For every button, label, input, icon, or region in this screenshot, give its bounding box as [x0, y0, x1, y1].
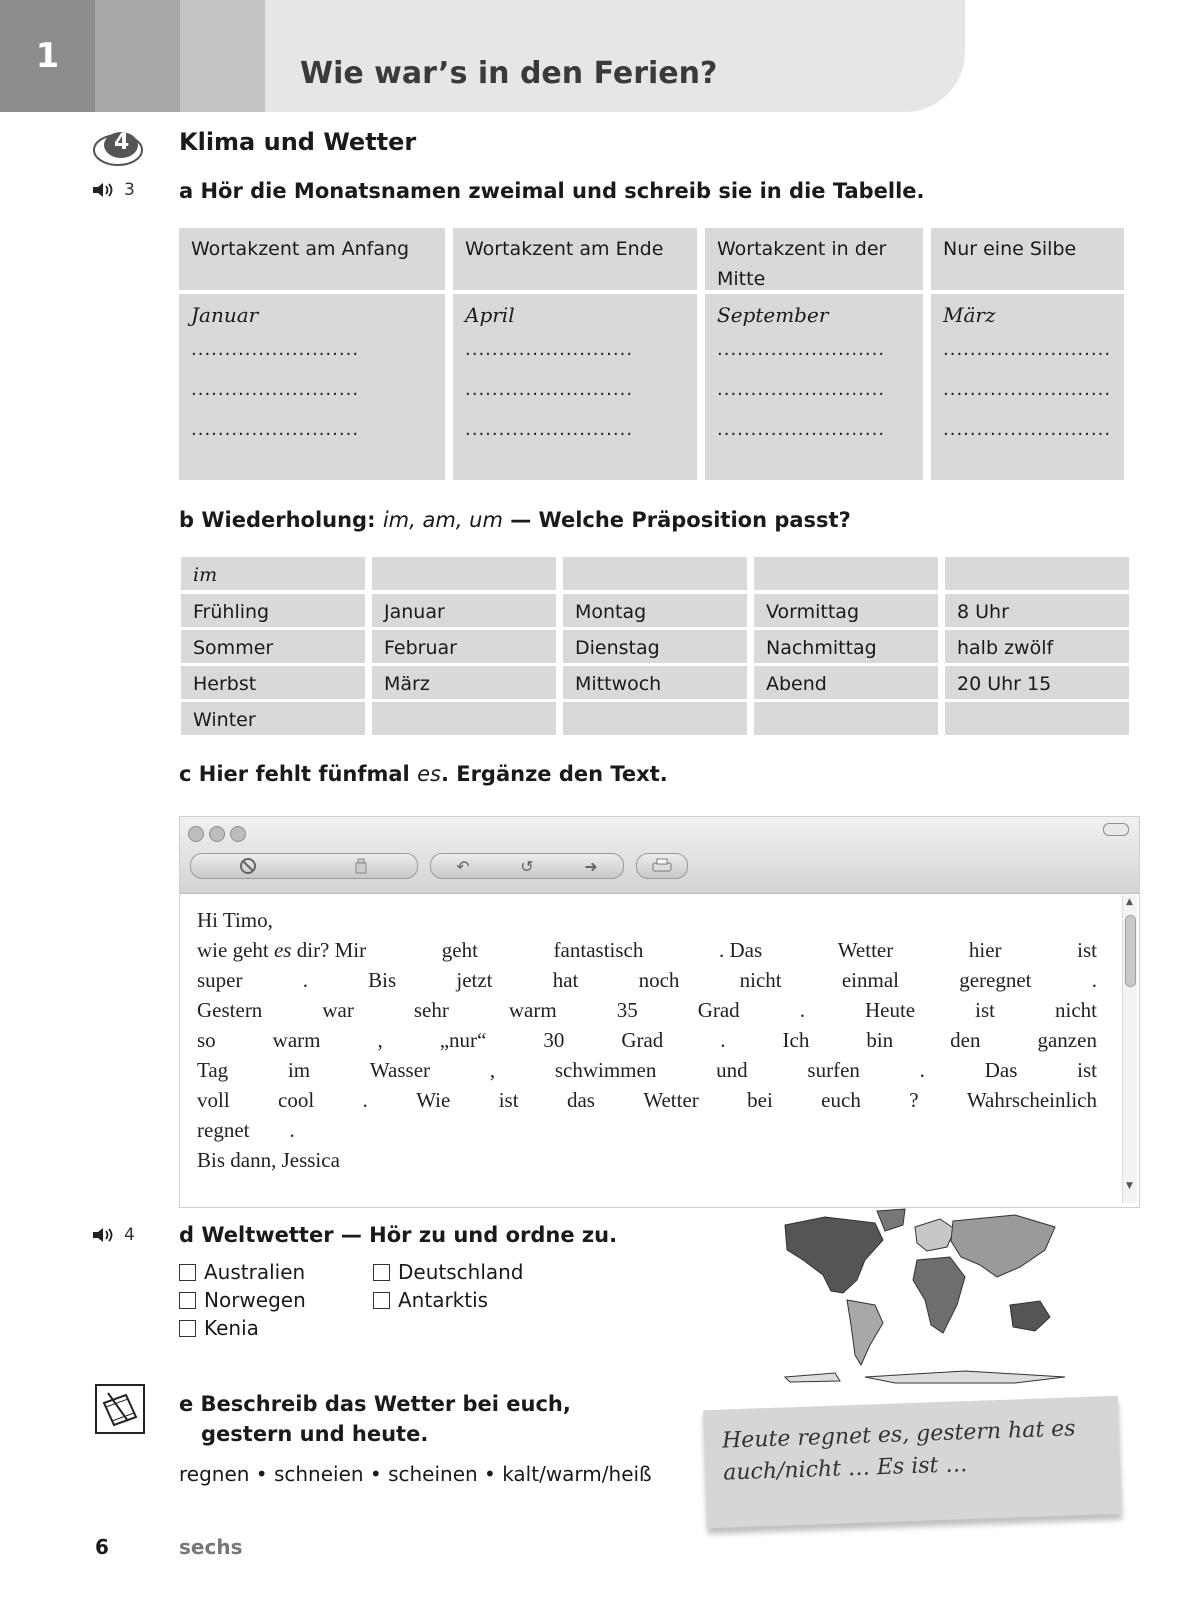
- email-word: .: [799, 998, 805, 1022]
- email-word: Wetter: [837, 938, 894, 962]
- preposition-answer-cell[interactable]: [754, 557, 938, 590]
- window-zoom-button[interactable]: [230, 826, 246, 842]
- map-europe: [915, 1219, 955, 1251]
- blank-line[interactable]: .........................: [465, 419, 634, 440]
- table-a-column: [705, 294, 923, 480]
- email-word: hier: [968, 938, 1002, 962]
- blank-line[interactable]: .........................: [191, 379, 360, 400]
- preposition-cell: 8 Uhr: [945, 594, 1129, 627]
- email-word: Bis: [368, 968, 397, 992]
- header-band: [95, 0, 180, 112]
- email-word: Wahrscheinlich: [966, 1088, 1097, 1112]
- email-word: Wetter: [643, 1088, 699, 1112]
- page-word: sechs: [179, 1535, 243, 1559]
- email-word: nicht: [739, 968, 782, 992]
- preposition-cell: Dienstag: [563, 630, 747, 663]
- audio-track-d[interactable]: [92, 1225, 135, 1245]
- table-a-column: [931, 294, 1124, 480]
- task-b-instruction: [179, 508, 851, 532]
- preposition-cell: Vormittag: [754, 594, 938, 627]
- email-word: noch: [638, 968, 680, 992]
- email-word: geht: [441, 938, 478, 962]
- reply-icon[interactable]: ↶: [456, 856, 470, 876]
- email-word: „nur“: [439, 1028, 487, 1052]
- option-antarktis[interactable]: [373, 1288, 524, 1312]
- example-word: April: [465, 303, 515, 327]
- table-a-header: Wortakzent am Anfang: [179, 228, 445, 290]
- checkbox[interactable]: [373, 1292, 390, 1309]
- email-word: ganzen: [1037, 1028, 1097, 1052]
- email-word: ist: [498, 1088, 519, 1112]
- delete-icon[interactable]: [239, 857, 257, 875]
- checkbox[interactable]: [179, 1264, 196, 1281]
- map-antarctica: [865, 1371, 1065, 1383]
- blank-line[interactable]: .........................: [943, 339, 1112, 360]
- task-b-question: — Welche Präposition passt?: [510, 508, 851, 532]
- preposition-cell: Nachmittag: [754, 630, 938, 663]
- example-word: Januar: [191, 303, 259, 327]
- options-col-1: [179, 1260, 306, 1340]
- email-word: .: [1091, 968, 1097, 992]
- window-close-button[interactable]: [188, 826, 204, 842]
- preposition-cell: Abend: [754, 666, 938, 699]
- map-north-america: [785, 1217, 883, 1293]
- sticky-note: [703, 1396, 1122, 1528]
- preposition-answer-cell[interactable]: [372, 557, 556, 590]
- blank-line[interactable]: .........................: [717, 379, 886, 400]
- option-australien[interactable]: [179, 1260, 306, 1284]
- email-word: ?: [909, 1088, 919, 1112]
- email-word: ist: [975, 998, 995, 1022]
- email-word: so: [197, 1028, 216, 1052]
- email-word: cool: [278, 1088, 315, 1112]
- audio-track-number: 3: [124, 180, 135, 200]
- section-number: 4: [114, 130, 130, 155]
- table-a-column: [179, 294, 445, 480]
- notebook-pencil-icon: [94, 1383, 146, 1435]
- speaker-icon: [92, 182, 116, 198]
- preposition-cell: Sommer: [181, 630, 365, 663]
- email-word: ist: [1077, 938, 1097, 962]
- email-word: Tag: [197, 1058, 229, 1082]
- email-word: super: [197, 968, 243, 992]
- email-line: [197, 1025, 1097, 1055]
- unit-number: 1: [0, 0, 95, 112]
- task-b-words: im, am, um: [382, 508, 503, 532]
- map-south-america: [847, 1300, 883, 1365]
- option-label: Antarktis: [398, 1288, 489, 1312]
- email-word: wie geht es dir? Mir: [197, 938, 367, 962]
- email-word: Heute: [864, 998, 916, 1022]
- email-word: Grad: [621, 1028, 664, 1052]
- reply-all-icon[interactable]: ↺: [520, 856, 534, 876]
- option-label: Australien: [204, 1260, 306, 1284]
- preposition-answer-cell[interactable]: [563, 557, 747, 590]
- email-window: [179, 816, 1140, 1208]
- window-minimize-button[interactable]: [209, 826, 225, 842]
- email-word: den: [950, 1028, 981, 1052]
- checkbox[interactable]: [373, 1264, 390, 1281]
- email-word: jetzt: [456, 968, 493, 992]
- email-word: Ich: [782, 1028, 810, 1052]
- section-title: Klima und Wetter: [179, 128, 417, 156]
- preposition-cell: Mittwoch: [563, 666, 747, 699]
- example-word: März: [943, 303, 996, 327]
- email-word: .: [720, 1028, 726, 1052]
- email-word: 30: [543, 1028, 565, 1052]
- preposition-cell: März: [372, 666, 556, 699]
- blank-line[interactable]: .........................: [717, 339, 886, 360]
- print-group: [636, 853, 688, 879]
- email-word: .: [302, 968, 308, 992]
- option-norwegen[interactable]: [179, 1288, 306, 1312]
- preposition-cell: Frühling: [181, 594, 365, 627]
- email-word: voll: [197, 1088, 230, 1112]
- email-word: hat: [552, 968, 579, 992]
- preposition-cell: Montag: [563, 594, 747, 627]
- email-line: [197, 1115, 1097, 1145]
- preposition-cell: Winter: [181, 702, 365, 735]
- email-toolbar: [180, 817, 1139, 894]
- email-word: Bis dann, Jessica: [197, 1148, 340, 1172]
- email-word: einmal: [841, 968, 899, 992]
- email-line: [197, 1145, 1097, 1175]
- email-word: . Das: [718, 938, 763, 962]
- audio-track-number: 4: [124, 1225, 135, 1245]
- task-a-instruction: a Hör die Monatsnamen zweimal und schreib sie in die Tabelle.: [179, 179, 925, 203]
- writing-task-icon: [94, 1383, 146, 1435]
- task-b-label: b Wiederholung:: [179, 508, 376, 532]
- scroll-down-icon[interactable]: ▼: [1126, 1181, 1133, 1191]
- scroll-up-icon[interactable]: ▲: [1126, 897, 1133, 907]
- note-text: [722, 1413, 1078, 1489]
- task-e-line-2: gestern und heute.: [201, 1422, 429, 1446]
- reply-group: [430, 853, 624, 879]
- section-number-badge: [92, 128, 144, 168]
- email-line: [197, 935, 1097, 965]
- email-word: bei: [747, 1088, 773, 1112]
- preposition-answer-cell[interactable]: [945, 557, 1129, 590]
- print-icon[interactable]: [651, 858, 673, 874]
- option-label: Kenia: [204, 1316, 259, 1340]
- table-a-header: Wortakzent in der Mitte: [705, 228, 923, 290]
- email-word: schwimmen: [554, 1058, 657, 1082]
- header-band: [180, 0, 265, 112]
- preposition-cell: 20 Uhr 15: [945, 666, 1129, 699]
- task-c-instruction: [179, 762, 668, 786]
- email-line: [197, 965, 1097, 995]
- email-word: .: [362, 1088, 368, 1112]
- preposition-cell: [563, 702, 747, 735]
- email-word: Grad: [697, 998, 740, 1022]
- email-line: [197, 1055, 1097, 1085]
- checkbox[interactable]: [179, 1320, 196, 1337]
- blank-line[interactable]: .........................: [717, 419, 886, 440]
- preposition-cell: [372, 702, 556, 735]
- email-word: ,: [489, 1058, 496, 1082]
- email-word: und: [716, 1058, 748, 1082]
- example-preposition: im: [181, 557, 365, 590]
- email-word: geregnet: [959, 968, 1032, 992]
- preposition-cell: [945, 702, 1129, 735]
- example-word: September: [717, 303, 829, 327]
- task-c-end: . Ergänze den Text.: [440, 762, 668, 786]
- map-antarctica-west: [785, 1373, 840, 1382]
- world-map: [765, 1205, 1070, 1385]
- speaker-icon: [92, 1227, 116, 1243]
- email-word: im: [287, 1058, 311, 1082]
- email-word: euch: [821, 1088, 861, 1112]
- preposition-cell: halb zwölf: [945, 630, 1129, 663]
- task-e-line-1: e Beschreib das Wetter bei euch,: [179, 1392, 571, 1416]
- checkbox[interactable]: [179, 1292, 196, 1309]
- email-line: [197, 905, 1097, 935]
- email-word: warm: [508, 998, 557, 1022]
- map-australia: [1010, 1301, 1050, 1331]
- email-word: sehr: [413, 998, 449, 1022]
- table-a-column: [453, 294, 697, 480]
- scroll-thumb[interactable]: [1125, 915, 1136, 987]
- page-number: 6: [95, 1535, 109, 1559]
- task-c-label: c Hier fehlt fünfmal: [179, 762, 410, 786]
- email-word: bin: [866, 1028, 894, 1052]
- table-a-header: Wortakzent am Ende: [453, 228, 697, 290]
- email-word: warm: [272, 1028, 321, 1052]
- email-word: Das: [984, 1058, 1018, 1082]
- preposition-cell: Herbst: [181, 666, 365, 699]
- option-deutschland[interactable]: [373, 1260, 524, 1284]
- email-word: war: [322, 998, 354, 1022]
- email-word: ist: [1077, 1058, 1097, 1082]
- map-asia: [951, 1215, 1055, 1277]
- forward-icon[interactable]: ➜: [584, 856, 598, 876]
- email-body[interactable]: [197, 905, 1097, 1175]
- email-word: das: [566, 1088, 595, 1112]
- map-greenland: [877, 1209, 905, 1231]
- task-d-instruction: d Weltwetter — Hör zu und ordne zu.: [179, 1223, 618, 1247]
- note-line-2: auch/nicht … Es ist …: [722, 1452, 968, 1486]
- email-line: [197, 995, 1097, 1025]
- options-col-2: [373, 1260, 524, 1312]
- option-kenia[interactable]: [179, 1316, 306, 1340]
- blank-line[interactable]: .........................: [191, 419, 360, 440]
- email-word: .: [289, 1118, 295, 1142]
- blank-line[interactable]: .........................: [465, 339, 634, 360]
- option-label: Norwegen: [204, 1288, 306, 1312]
- delete-junk-group: [190, 853, 418, 879]
- email-word: surfen: [807, 1058, 860, 1082]
- email-word: regnet: [197, 1118, 250, 1142]
- task-c-word: es: [417, 762, 441, 786]
- blank-line[interactable]: .........................: [943, 419, 1112, 440]
- audio-track-a[interactable]: [92, 180, 135, 200]
- toolbar-toggle-button[interactable]: [1103, 823, 1129, 836]
- email-word: .: [919, 1058, 925, 1082]
- email-word: nicht: [1055, 998, 1097, 1022]
- note-line-1: Heute regnet es, gestern hat es: [721, 1416, 1076, 1454]
- email-line: [197, 1085, 1097, 1115]
- preposition-cell: Februar: [372, 630, 556, 663]
- email-word: Wie: [416, 1088, 451, 1112]
- email-word: Gestern: [197, 998, 263, 1022]
- email-word: Wasser: [369, 1058, 431, 1082]
- preposition-cell: Januar: [372, 594, 556, 627]
- map-africa: [913, 1257, 965, 1333]
- unit-title: Wie war’s in den Ferien?: [300, 56, 718, 91]
- email-scrollbar[interactable]: [1122, 895, 1137, 1203]
- email-word: 35: [616, 998, 638, 1022]
- table-a-header: Nur eine Silbe: [931, 228, 1124, 290]
- email-word: fantastisch: [553, 938, 644, 962]
- blank-line[interactable]: .........................: [465, 379, 634, 400]
- task-e-instruction: [179, 1389, 571, 1449]
- option-label: Deutschland: [398, 1260, 524, 1284]
- word-bank: regnen • schneien • scheinen • kalt/warm/heiß: [179, 1462, 652, 1486]
- blank-line[interactable]: .........................: [191, 339, 360, 360]
- blank-line[interactable]: .........................: [943, 379, 1112, 400]
- email-word: Hi Timo,: [197, 908, 273, 932]
- email-word: ,: [377, 1028, 383, 1052]
- preposition-cell: [754, 702, 938, 735]
- junk-icon[interactable]: [352, 857, 370, 875]
